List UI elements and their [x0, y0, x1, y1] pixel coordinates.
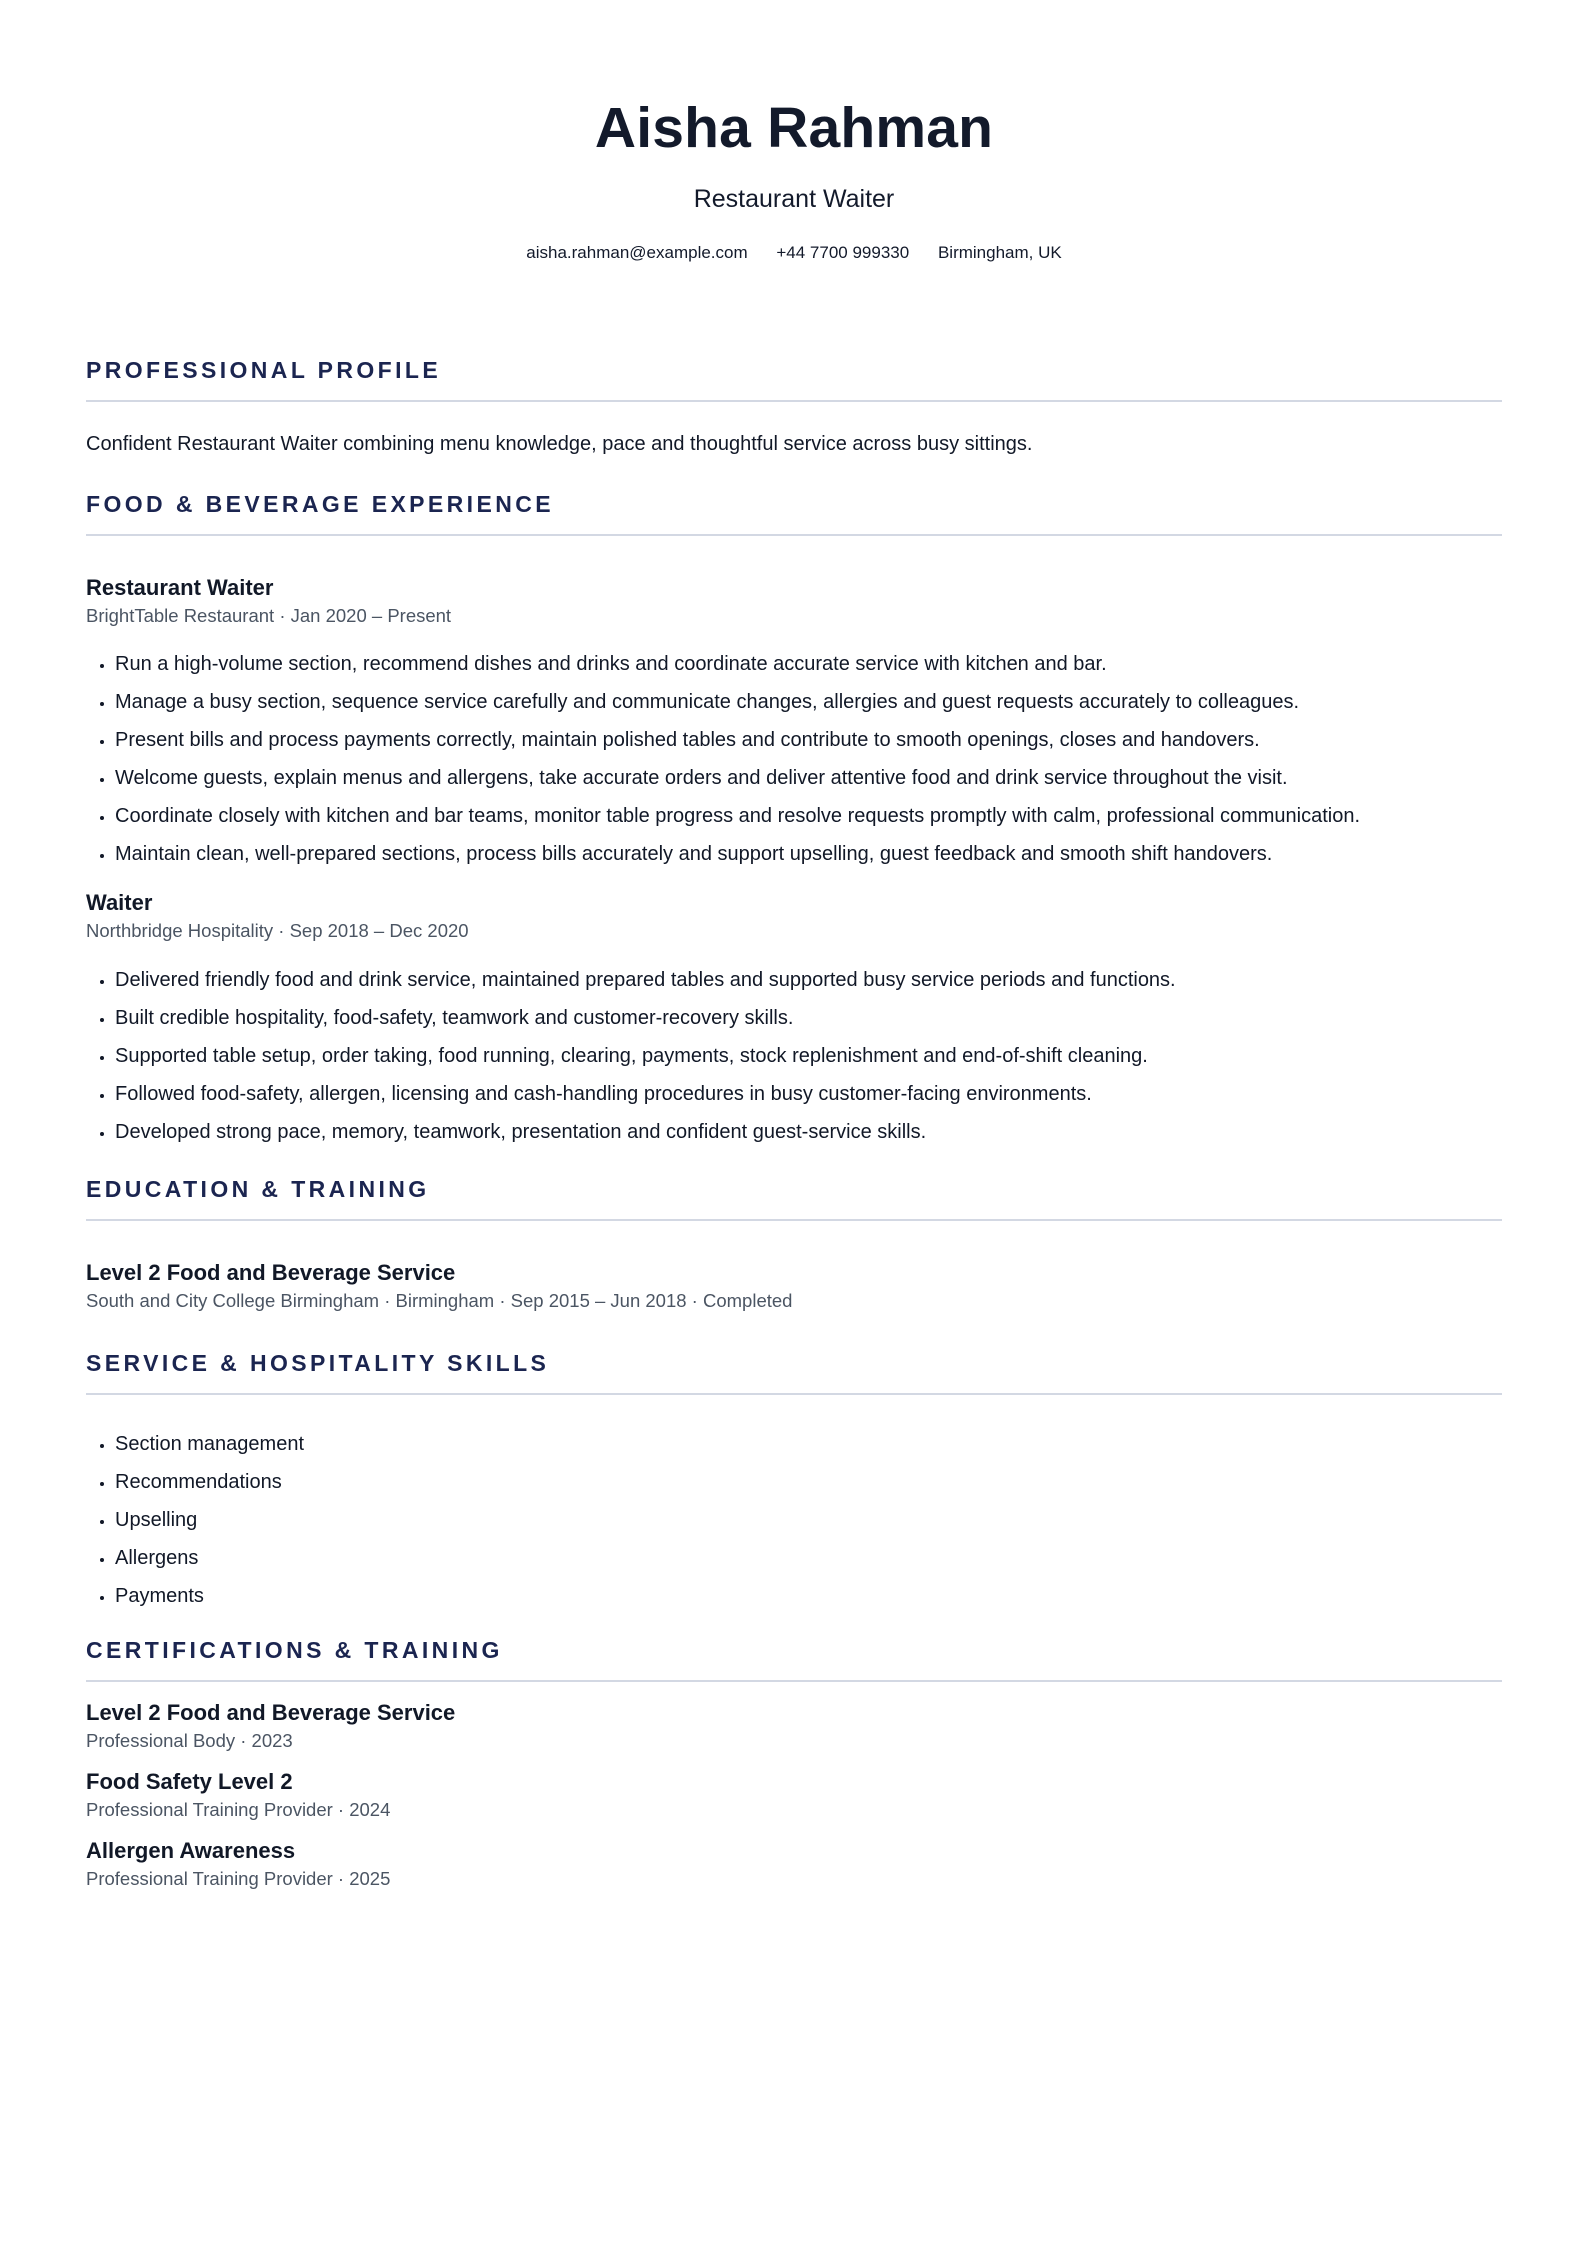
bullet-item: • Run a high-volume section, recommend dishes and drinks and coordinate accurate service with kitchen and bar. [115, 651, 1502, 677]
job-bullets [86, 651, 1502, 867]
education-entry [86, 1259, 1502, 1313]
candidate-name: Aisha Rahman [594, 96, 994, 160]
section-title-certifications: CERTIFICATIONS & TRAINING [86, 1636, 1502, 1682]
section-education [86, 1175, 1502, 1313]
section-experience [86, 490, 1502, 1145]
skills-list [86, 1431, 1502, 1609]
bullet-item: • Welcome guests, explain menus and allergens, take accurate orders and deliver attentive food and drink service throughout the visit. [115, 765, 1502, 791]
certification-title: Allergen Awareness [86, 1838, 296, 1863]
job-entry [86, 889, 1502, 1145]
bullet-item: • Coordinate closely with kitchen and bar teams, monitor table progress and resolve requests promptly with calm, professional communication. [115, 803, 1502, 829]
section-certifications [86, 1636, 1502, 1891]
skill-item: • Allergens [115, 1545, 1502, 1571]
bullet-item: • Developed strong pace, memory, teamwork, presentation and confident guest-service skills. [115, 1119, 1502, 1145]
profile-summary: Confident Restaurant Waiter combining menu knowledge, pace and thoughtful service across busy sittings. [86, 433, 1033, 455]
bullet-item: • Present bills and process payments correctly, maintain polished tables and contribute to smooth openings, closes and handovers. [115, 727, 1502, 753]
job-meta: BrightTable Restaurant · Jan 2020 – Present [86, 605, 452, 626]
certification-meta: Professional Training Provider · 2025 [86, 1868, 391, 1889]
job-entry [86, 574, 1502, 867]
candidate-role: Restaurant Waiter [693, 185, 895, 213]
section-title-profile: PROFESSIONAL PROFILE [86, 356, 1502, 402]
bullet-item: • Maintain clean, well-prepared sections, process bills accurately and support upselling, guest feedback and smooth shift handovers. [115, 841, 1502, 867]
contact-line [86, 242, 1502, 264]
section-skills [86, 1349, 1502, 1609]
contact-email: aisha.rahman@example.com [526, 243, 748, 262]
education-meta: South and City College Birmingham · Birmingham · Sep 2015 – Jun 2018 · Completed [86, 1290, 793, 1311]
section-title-skills: SERVICE & HOSPITALITY SKILLS [86, 1349, 1502, 1395]
bullet-item: • Built credible hospitality, food-safety, teamwork and customer-recovery skills. [115, 1005, 1502, 1031]
certification-meta: Professional Training Provider · 2024 [86, 1799, 391, 1820]
skill-item: • Section management [115, 1431, 1502, 1457]
section-title-education: EDUCATION & TRAINING [86, 1175, 1502, 1221]
contact-location: Birmingham, UK [937, 243, 1062, 262]
skill-item: • Recommendations [115, 1469, 1502, 1495]
bullet-item: • Supported table setup, order taking, food running, clearing, payments, stock replenishment and end-of-shift cleaning. [115, 1043, 1502, 1069]
skill-item: • Payments [115, 1583, 1502, 1609]
certification-title: Level 2 Food and Beverage Service [86, 1700, 456, 1725]
job-title: Waiter [86, 890, 153, 915]
resume-header [86, 0, 1502, 264]
bullet-item: • Followed food-safety, allergen, licensing and cash-handling procedures in busy customer-facing environments. [115, 1081, 1502, 1107]
job-meta: Northbridge Hospitality · Sep 2018 – Dec 2020 [86, 920, 469, 941]
certification-entry [86, 1699, 1502, 1753]
certification-entry [86, 1837, 1502, 1891]
job-bullets [86, 967, 1502, 1145]
education-title: Level 2 Food and Beverage Service [86, 1260, 456, 1285]
certifications-list [86, 1699, 1502, 1891]
contact-phone: +44 7700 999330 [776, 243, 910, 262]
certification-entry [86, 1768, 1502, 1822]
job-title: Restaurant Waiter [86, 575, 274, 600]
certification-meta: Professional Body · 2023 [86, 1730, 293, 1751]
skill-item: • Upselling [115, 1507, 1502, 1533]
certification-title: Food Safety Level 2 [86, 1769, 293, 1794]
bullet-item: • Delivered friendly food and drink service, maintained prepared tables and supported busy service periods and functions. [115, 967, 1502, 993]
section-profile [86, 356, 1502, 457]
bullet-item: • Manage a busy section, sequence service carefully and communicate changes, allergies and guest requests accurately to colleagues. [115, 689, 1502, 715]
section-title-experience: FOOD & BEVERAGE EXPERIENCE [86, 490, 1502, 536]
